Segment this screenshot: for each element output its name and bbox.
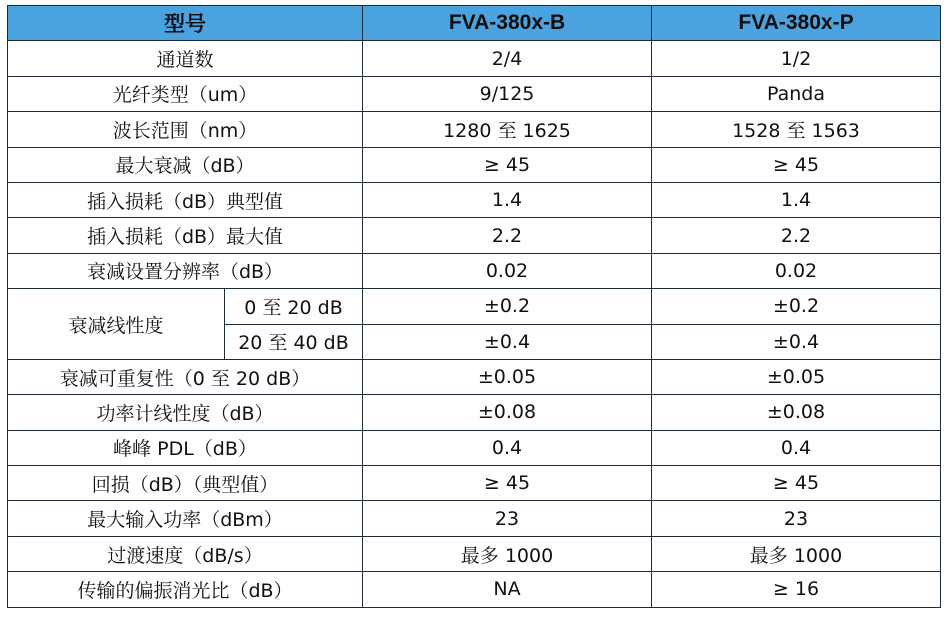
value-b: 23: [363, 501, 652, 536]
value-b: ≥ 45: [363, 466, 652, 501]
row-label: 插入损耗（dB）最大值: [8, 218, 363, 253]
value-p: 0.4: [652, 430, 941, 465]
value-b: ±0.05: [363, 359, 652, 394]
value-p: 0.02: [652, 253, 941, 288]
value-b: 2.2: [363, 218, 652, 253]
value-b: ±0.2: [363, 289, 652, 324]
value-b: NA: [363, 572, 652, 607]
value-p: ≥ 16: [652, 572, 941, 607]
table-row: [8, 182, 941, 217]
value-b: 2/4: [363, 41, 652, 76]
value-p: ≥ 45: [652, 466, 941, 501]
row-label: 衰减设置分辨率（dB）: [8, 253, 363, 288]
row-label: 插入损耗（dB）典型值: [8, 182, 363, 217]
header-fva-380x-p: FVA-380x-P: [652, 6, 941, 41]
value-b: 0.02: [363, 253, 652, 288]
value-p: ±0.2: [652, 289, 941, 324]
table-row: [8, 536, 941, 571]
row-label: 过渡速度（dB/s）: [8, 536, 363, 571]
header-row: [8, 6, 941, 41]
row-label: 通道数: [8, 41, 363, 76]
row-label: 波长范围（nm）: [8, 112, 363, 147]
header-model: 型号: [8, 6, 363, 41]
table-row: [8, 253, 941, 288]
row-label: 回损（dB）（典型值）: [8, 466, 363, 501]
table-row: [8, 76, 941, 111]
table-row: [8, 41, 941, 76]
row-label: 最大衰减（dB）: [8, 147, 363, 182]
value-p: Panda: [652, 76, 941, 111]
row-label: 峰峰 PDL（dB）: [8, 430, 363, 465]
value-b: ±0.4: [363, 324, 652, 359]
spec-table: [7, 5, 941, 608]
header-fva-380x-b: FVA-380x-B: [363, 6, 652, 41]
linearity-range: 0 至 20 dB: [225, 289, 363, 324]
row-label: 传输的偏振消光比（dB）: [8, 572, 363, 607]
value-b: 最多 1000: [363, 536, 652, 571]
value-b: ≥ 45: [363, 147, 652, 182]
table-row: [8, 572, 941, 607]
value-p: ≥ 45: [652, 147, 941, 182]
value-b: 0.4: [363, 430, 652, 465]
table-row: [8, 466, 941, 501]
value-b: ±0.08: [363, 395, 652, 430]
table-row: [8, 289, 941, 324]
linearity-range: 20 至 40 dB: [225, 324, 363, 359]
value-p: 最多 1000: [652, 536, 941, 571]
table-row: [8, 430, 941, 465]
value-b: 9/125: [363, 76, 652, 111]
table-row: [8, 147, 941, 182]
row-label: 光纤类型（um）: [8, 76, 363, 111]
value-p: 1528 至 1563: [652, 112, 941, 147]
table-row: [8, 395, 941, 430]
value-p: 1.4: [652, 182, 941, 217]
value-p: 1/2: [652, 41, 941, 76]
table-row: [8, 501, 941, 536]
table-row: [8, 359, 941, 394]
table-row: [8, 112, 941, 147]
table-row: [8, 218, 941, 253]
value-p: ±0.4: [652, 324, 941, 359]
row-label: 功率计线性度（dB）: [8, 395, 363, 430]
row-label: 衰减可重复性（0 至 20 dB）: [8, 359, 363, 394]
value-p: ±0.05: [652, 359, 941, 394]
row-label: 最大输入功率（dBm）: [8, 501, 363, 536]
value-b: 1.4: [363, 182, 652, 217]
value-p: 2.2: [652, 218, 941, 253]
value-p: ±0.08: [652, 395, 941, 430]
value-b: 1280 至 1625: [363, 112, 652, 147]
value-p: 23: [652, 501, 941, 536]
linearity-label: 衰减线性度: [8, 289, 225, 360]
